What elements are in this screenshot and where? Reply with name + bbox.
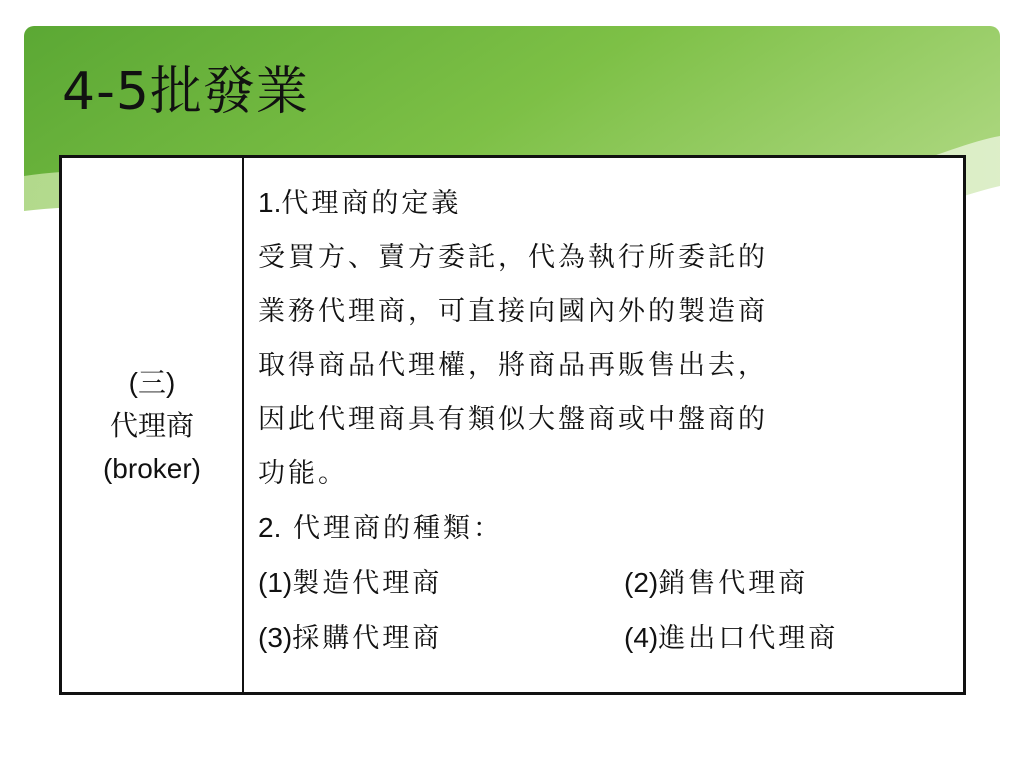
type-label: 進出口代理商 [658,623,839,654]
type-number: (3) [258,622,293,653]
type-label: 採購代理商 [292,623,443,654]
definition-line: 業務代理商，可直接向國內外的製造商 [258,296,768,327]
types-title: 代理商的種類： [281,513,503,544]
content-table [59,155,966,695]
section-english-label: (broker) [102,452,201,484]
definition-title: 代理商的定義 [281,188,462,219]
type-item [258,556,624,611]
definition-line: 因此代理商具有類似大盤商或中盤商的 [258,404,768,435]
definition-line: 功能。 [258,458,348,489]
definition-heading [258,176,951,231]
definition-line: 受買方、賣方委託，代為執行所委託的 [258,242,768,273]
type-number: (1) [258,567,293,598]
type-item [624,556,808,611]
types-row [258,556,951,611]
slide-title: 4-5批發業 [62,62,309,122]
type-number: (2) [624,567,659,598]
definition-line: 取得商品代理權，將商品再販售出去， [258,350,768,381]
types-heading [258,501,951,556]
type-label: 製造代理商 [292,568,443,599]
definition-number: 1. [258,187,282,218]
section-number: (三) [128,366,176,398]
type-item [258,611,624,666]
type-label: 銷售代理商 [658,568,809,599]
type-item [624,611,838,666]
row-header-cell [62,158,244,692]
description-cell [244,158,963,692]
type-number: (4) [624,622,659,653]
types-number: 2. [258,512,282,543]
types-row [258,611,951,666]
section-label: 代理商 [109,408,194,442]
